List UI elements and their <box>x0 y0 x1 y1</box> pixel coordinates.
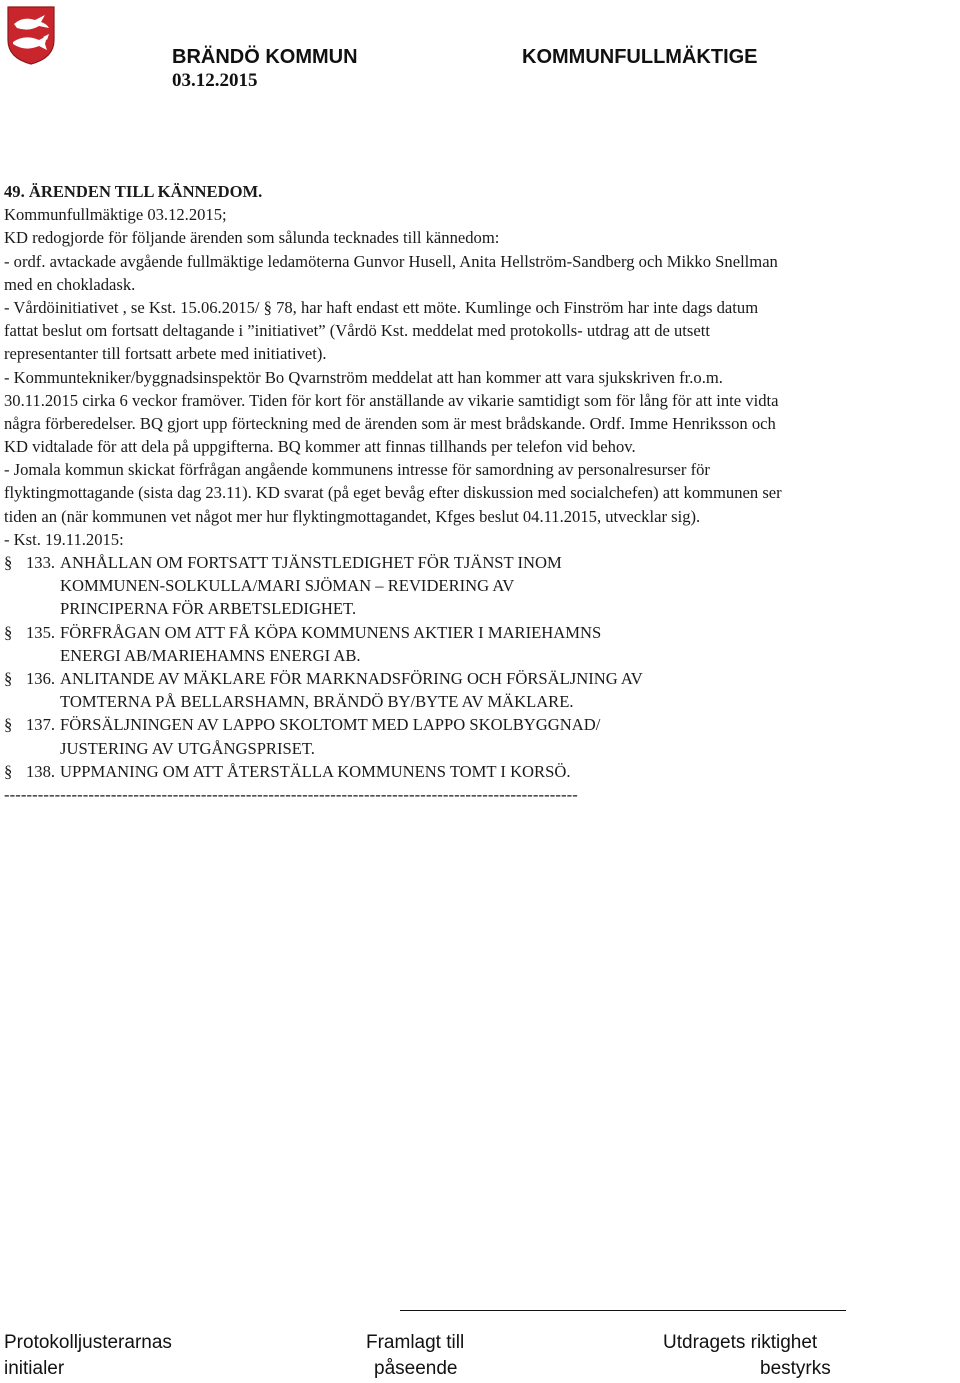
agenda-item <box>4 621 956 644</box>
item-text: KOMMUNEN-SOLKULLA/MARI SJÖMAN – REVIDERING AV <box>60 576 515 596</box>
footer-posted-label: Framlagt till <box>366 1332 465 1353</box>
item-text: ANLITANDE AV MÄKLARE FÖR MARKNADSFÖRING OCH FÖRSÄLJNING AV <box>60 668 643 688</box>
item-number: 138. <box>26 761 56 781</box>
section-symbol: § <box>4 553 13 572</box>
text-line: - Kommuntekniker/byggnadsinspektör Bo Qvarnström meddelat att han kommer att vara sjukskriven fr.o.m. <box>4 367 723 387</box>
text-line: tiden an (när kommunen vet något mer hur flyktingmottagandet, Kfges beslut 04.11.2015, utvecklar sig). <box>4 506 701 526</box>
footer-rule <box>400 1310 846 1311</box>
text-line: med en chokladask. <box>4 274 136 294</box>
item-number: 133. <box>26 553 56 572</box>
item-number: 135. <box>26 622 56 642</box>
agenda-item <box>4 760 956 783</box>
agenda-item-continuation <box>4 644 956 667</box>
coat-of-arms-icon <box>5 4 57 66</box>
section-symbol: § <box>4 761 13 781</box>
text-line: några förberedelser. BQ gjort upp förteckning med de ärenden som är mest brådskande. Ordf. Imme Henriksson och <box>4 413 776 433</box>
section-heading: 49. ÄRENDEN TILL KÄNNEDOM. <box>4 182 263 201</box>
footer-initials-label: Protokolljusterarnas <box>4 1332 172 1353</box>
section-symbol: § <box>4 715 13 735</box>
item-number: 137. <box>26 715 56 735</box>
document-body <box>4 180 956 806</box>
agenda-item <box>4 713 956 736</box>
text-line: 30.11.2015 cirka 6 veckor framöver. Tiden för kort för anställande av vikarie samtidigt som för lång för att inte vidta <box>4 390 779 410</box>
separator-line: ------------------------------------------------------------------------------------------------------ <box>4 784 578 804</box>
item-text: PRINCIPERNA FÖR ARBETSLEDIGHET. <box>60 599 357 619</box>
item-text: FÖRSÄLJNINGEN AV LAPPO SKOLTOMT MED LAPPO SKOLBYGGNAD/ <box>60 715 601 735</box>
agenda-item-list <box>4 551 956 783</box>
text-line: flyktingmottagande (sista dag 23.11). KD svarat (på eget bevåg efter diskussion med socialchefen) att kommunen ser <box>4 483 782 503</box>
text-line: - Jomala kommun skickat förfrågan angående kommunens intresse för samordning av personalresurser för <box>4 460 710 480</box>
meeting-date: 03.12.2015 <box>172 70 258 91</box>
item-text: TOMTERNA PÅ BELLARSHAMN, BRÄNDÖ BY/BYTE AV MÄKLARE. <box>60 692 574 712</box>
text-line: KD vidtalade för att dela på uppgifterna. BQ kommer att finnas tillhands per telefon vid behov. <box>4 437 636 457</box>
agenda-item <box>4 551 956 574</box>
agenda-item-continuation <box>4 597 956 620</box>
body-name: KOMMUNFULLMÄKTIGE <box>522 46 758 68</box>
section-symbol: § <box>4 622 13 642</box>
section-symbol: § <box>4 668 13 688</box>
footer-posted-sublabel: påseende <box>374 1358 458 1379</box>
item-text: ENERGI AB/MARIEHAMNS ENERGI AB. <box>60 645 361 665</box>
text-line: - Vårdöinitiativet , se Kst. 15.06.2015/ § 78, har haft endast ett möte. Kumlinge och Finström har inte dags datum <box>4 297 759 317</box>
municipality-name: BRÄNDÖ KOMMUN <box>172 46 358 68</box>
agenda-item-continuation <box>4 737 956 760</box>
text-line: KD redogjorde för följande ärenden som sålunda tecknades till kännedom: <box>4 228 500 248</box>
paragraph-lines <box>4 203 956 551</box>
item-text: JUSTERING AV UTGÅNGSPRISET. <box>60 738 315 758</box>
item-text: UPPMANING OM ATT ÅTERSTÄLLA KOMMUNENS TOMT I KORSÖ. <box>60 761 571 781</box>
footer-certified-sublabel: bestyrks <box>760 1358 831 1379</box>
text-line: - Kst. 19.11.2015: <box>4 529 124 549</box>
text-line: Kommunfullmäktige 03.12.2015; <box>4 205 227 225</box>
agenda-item-continuation <box>4 574 956 597</box>
item-number: 136. <box>26 668 56 688</box>
footer-initials-sublabel: initialer <box>4 1358 65 1379</box>
text-line: fattat beslut om fortsatt deltagande i ”initiativet” (Vårdö Kst. meddelat med protokolls- utdrag att de utsett <box>4 321 710 341</box>
item-text: ANHÅLLAN OM FORTSATT TJÄNSTLEDIGHET FÖR TJÄNST INOM <box>60 553 562 572</box>
text-line: - ordf. avtackade avgående fullmäktige ledamöterna Gunvor Husell, Anita Hellström-Sandberg och Mikko Snellman <box>4 251 778 271</box>
agenda-item <box>4 667 956 690</box>
text-line: representanter till fortsatt arbete med initiativet). <box>4 344 327 364</box>
footer-certified-label: Utdragets riktighet <box>663 1332 818 1353</box>
agenda-item-continuation <box>4 690 956 713</box>
item-text: FÖRFRÅGAN OM ATT FÅ KÖPA KOMMUNENS AKTIER I MARIEHAMNS <box>60 622 602 642</box>
